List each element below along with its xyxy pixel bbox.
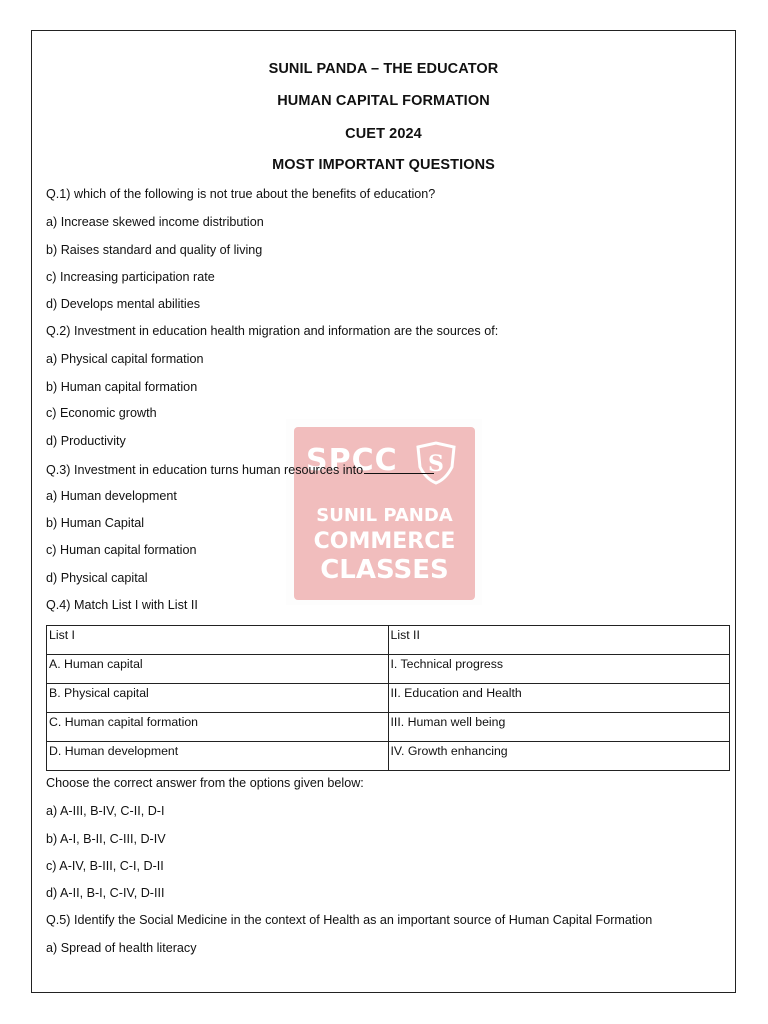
table-row: [47, 684, 730, 713]
q2-option-d: d) Productivity: [46, 434, 126, 448]
question-5: Q.5) Identify the Social Medicine in the context of Health as an important source of Human Capital Formation: [46, 913, 653, 927]
table-cell: A. Human capital: [47, 655, 389, 684]
watermark-line2: COMMERCE: [313, 529, 456, 554]
q3-option-a: a) Human development: [46, 489, 177, 503]
question-1: Q.1) which of the following is not true about the benefits of education?: [46, 187, 436, 201]
table-row: [47, 655, 730, 684]
q1-option-d: d) Develops mental abilities: [46, 297, 200, 311]
q4-option-a: a) A-III, B-IV, C-II, D-I: [46, 804, 165, 818]
q2-option-c: c) Economic growth: [46, 406, 157, 420]
q4-prompt: Choose the correct answer from the options given below:: [46, 776, 364, 790]
heading-title: MOST IMPORTANT QUESTIONS: [272, 157, 495, 173]
q5-option-a: a) Spread of health literacy: [46, 941, 197, 955]
match-table: [46, 625, 730, 771]
heading-author: SUNIL PANDA – THE EDUCATOR: [268, 61, 499, 77]
table-cell: III. Human well being: [388, 713, 730, 742]
question-4: Q.4) Match List I with List II: [46, 598, 198, 612]
heading-topic: HUMAN CAPITAL FORMATION: [277, 93, 490, 109]
question-2: Q.2) Investment in education health migration and information are the sources of:: [46, 324, 499, 338]
q3-option-d: d) Physical capital: [46, 571, 148, 585]
q4-option-b: b) A-I, B-II, C-III, D-IV: [46, 832, 166, 846]
svg-text:S: S: [428, 451, 444, 477]
question-3: [46, 461, 434, 477]
q2-option-a: a) Physical capital formation: [46, 352, 204, 366]
q1-option-c: c) Increasing participation rate: [46, 270, 215, 284]
heading-exam: CUET 2024: [345, 126, 422, 142]
watermark-line1: SUNIL PANDA: [316, 505, 453, 526]
question-3-text: Q.3) Investment in education turns human resources into: [46, 463, 364, 477]
q2-option-b: b) Human capital formation: [46, 380, 198, 394]
table-row: [47, 742, 730, 771]
table-cell: II. Education and Health: [388, 684, 730, 713]
q1-option-a: a) Increase skewed income distribution: [46, 215, 264, 229]
table-header-list-1: List I: [47, 626, 389, 655]
table-cell: C. Human capital formation: [47, 713, 389, 742]
watermark-box: [294, 427, 475, 600]
logo-watermark: [286, 419, 482, 605]
q4-option-d: d) A-II, B-I, C-IV, D-III: [46, 886, 165, 900]
table-header-row: [47, 626, 730, 655]
table-cell: IV. Growth enhancing: [388, 742, 730, 771]
q4-option-c: c) A-IV, B-III, C-I, D-II: [46, 859, 164, 873]
watermark-spcc: SPCC: [306, 443, 398, 478]
answer-blank: [364, 461, 434, 474]
table-cell: B. Physical capital: [47, 684, 389, 713]
table-cell: I. Technical progress: [388, 655, 730, 684]
q1-option-b: b) Raises standard and quality of living: [46, 243, 263, 257]
table-header-list-2: List II: [388, 626, 730, 655]
q3-option-b: b) Human Capital: [46, 516, 144, 530]
watermark-line3: CLASSES: [320, 555, 449, 585]
q3-option-c: c) Human capital formation: [46, 543, 197, 557]
table-cell: D. Human development: [47, 742, 389, 771]
table-row: [47, 713, 730, 742]
